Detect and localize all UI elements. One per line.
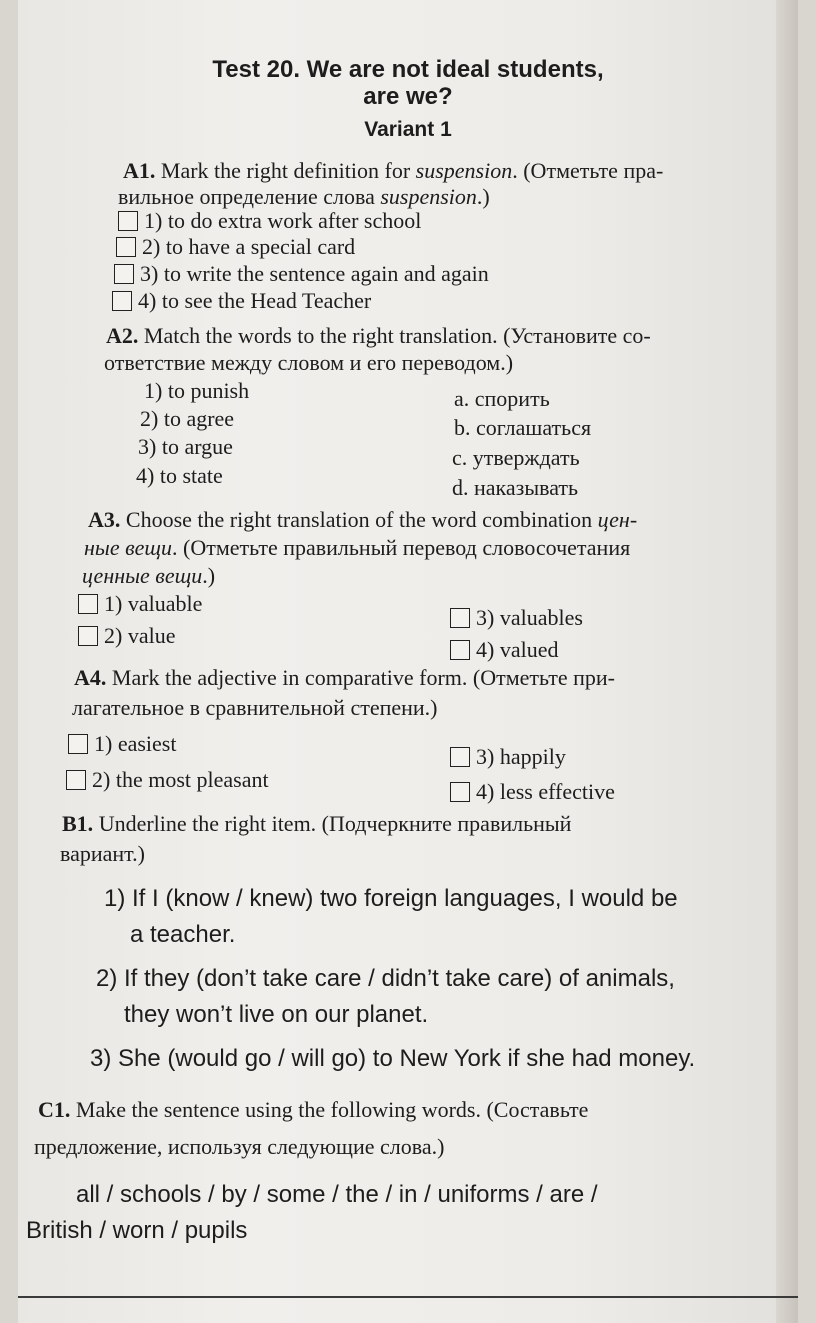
a1-option-1[interactable]: 1) to do extra work after school <box>118 208 421 234</box>
a4-option-2[interactable]: 2) the most pleasant <box>66 767 269 793</box>
page-edge-shadow <box>776 0 798 1323</box>
a2-left-4: 4) to state <box>136 463 223 488</box>
a2-question-line1: A2. Match the words to the right translation. (Установите со- <box>106 323 651 348</box>
checkbox[interactable] <box>450 747 470 767</box>
bottom-rule <box>18 1296 798 1298</box>
a3-option-1[interactable]: 1) valuable <box>78 591 202 617</box>
b1-item-1-line2: a teacher. <box>130 921 236 948</box>
b1-item-2-line1: 2) If they (don’t take care / didn’t take care) of animals, <box>96 965 675 992</box>
checkbox[interactable] <box>118 211 138 231</box>
a4-question-line1: A4. Mark the adjective in comparative form. (Отметьте при- <box>74 665 615 690</box>
a2-right-b: b. соглашаться <box>454 415 592 440</box>
a3-option-3[interactable]: 3) valuables <box>450 605 583 631</box>
b1-question-line2: вариант.) <box>60 841 145 866</box>
a3-label: A3. <box>88 507 121 532</box>
test-title-line1: Test 20. We are not ideal students, <box>212 56 604 83</box>
a2-right-c: c. утверждать <box>452 445 580 470</box>
a1-option-3[interactable]: 3) to write the sentence again and again <box>114 261 489 287</box>
b1-item-1-line1: 1) If I (know / knew) two foreign languages, I would be <box>104 885 678 912</box>
checkbox[interactable] <box>66 770 86 790</box>
a3-question-line1: A3. Choose the right translation of the word combination цен- <box>88 507 638 532</box>
c1-question-line2: предложение, используя следующие слова.) <box>34 1134 445 1159</box>
checkbox[interactable] <box>116 237 136 257</box>
c1-label: C1. <box>38 1097 71 1122</box>
a1-option-4[interactable]: 4) to see the Head Teacher <box>112 288 371 314</box>
a1-label: A1. <box>123 158 156 183</box>
a2-left-2: 2) to agree <box>140 406 235 431</box>
checkbox[interactable] <box>78 594 98 614</box>
checkbox[interactable] <box>112 291 132 311</box>
a4-option-1[interactable]: 1) easiest <box>68 731 176 757</box>
checkbox[interactable] <box>450 608 470 628</box>
c1-words-line1: all / schools / by / some / the / in / uniforms / are / <box>76 1181 598 1208</box>
a2-question-line2: ответствие между словом и его переводом.) <box>104 350 514 375</box>
a2-left-3: 3) to argue <box>138 434 233 459</box>
b1-item-3-line1: 3) She (would go / will go) to New York if she had money. <box>90 1045 696 1072</box>
a4-option-4[interactable]: 4) less effective <box>450 779 615 805</box>
a4-label: A4. <box>74 665 107 690</box>
test-title-line2: are we? <box>363 83 453 110</box>
a2-label: A2. <box>106 323 139 348</box>
a1-option-2[interactable]: 2) to have a special card <box>116 234 355 260</box>
b1-question-line1: B1. Underline the right item. (Подчеркните правильный <box>62 811 572 836</box>
a2-right-d: d. наказывать <box>452 475 579 500</box>
a1-question-line2: вильное определение слова suspension.) <box>118 184 490 209</box>
a1-question-line1: A1. Mark the right definition for suspension. (Отметьте пра- <box>123 158 664 183</box>
c1-words-line2: British / worn / pupils <box>26 1217 248 1244</box>
a2-right-a: a. спорить <box>454 386 550 411</box>
a3-question-line3: ценные вещи.) <box>82 563 216 588</box>
checkbox[interactable] <box>78 626 98 646</box>
a4-option-3[interactable]: 3) happily <box>450 744 566 770</box>
a3-option-2[interactable]: 2) value <box>78 623 175 649</box>
a3-question-line2: ные вещи. (Отметьте правильный перевод словосочетания <box>84 535 631 560</box>
page <box>18 0 798 1323</box>
checkbox[interactable] <box>450 782 470 802</box>
variant-heading: Variant 1 <box>364 118 452 141</box>
checkbox[interactable] <box>450 640 470 660</box>
checkbox[interactable] <box>114 264 134 284</box>
b1-label: B1. <box>62 811 94 836</box>
a4-question-line2: лагательное в сравнительной степени.) <box>72 695 438 720</box>
c1-question-line1: C1. Make the sentence using the following words. (Составьте <box>38 1097 589 1122</box>
a3-option-4[interactable]: 4) valued <box>450 637 558 663</box>
b1-item-2-line2: they won’t live on our planet. <box>124 1001 429 1028</box>
checkbox[interactable] <box>68 734 88 754</box>
a2-left-1: 1) to punish <box>144 378 250 403</box>
